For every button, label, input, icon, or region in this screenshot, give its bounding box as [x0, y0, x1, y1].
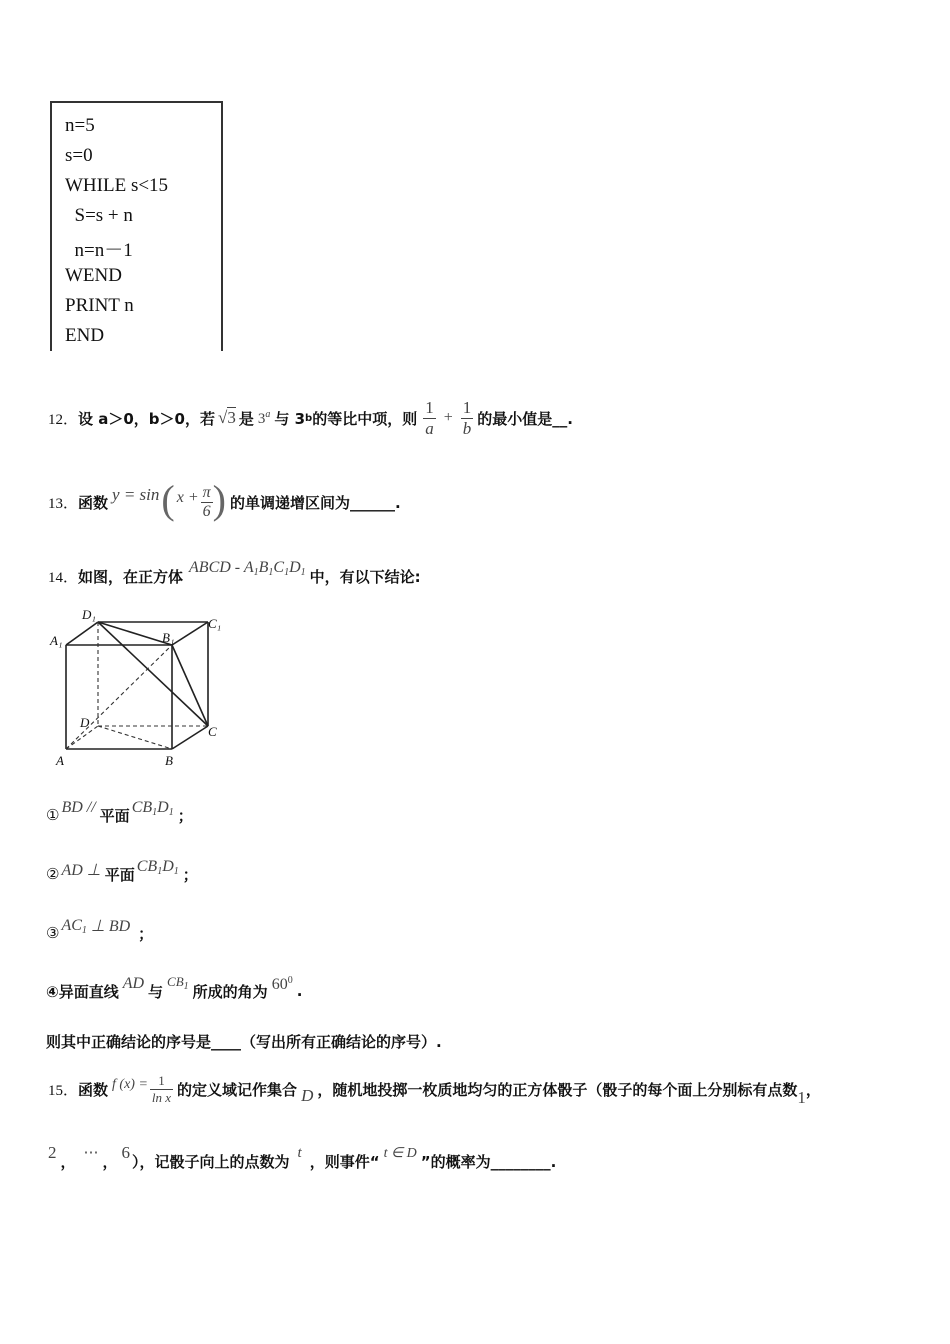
- sqrt-expression: √3: [217, 408, 236, 427]
- s4-math-a: AD: [122, 975, 145, 992]
- question-15: [48, 1064, 821, 1114]
- comma: ，: [102, 1152, 118, 1171]
- q15-text-4: ），记骰子向上的点数为: [132, 1152, 290, 1171]
- statement-4: [46, 973, 302, 1009]
- code-box: [50, 101, 223, 351]
- code-line: END: [65, 325, 105, 346]
- f-of-x: f (x) =: [112, 1077, 148, 1092]
- question-12: [48, 388, 573, 448]
- power-expression: 3$^a$: [257, 408, 271, 427]
- code-line: PRINT n: [65, 295, 134, 316]
- statement-marker: ①: [46, 806, 60, 824]
- s2-math-b: $CB_1D_1$: [136, 857, 179, 877]
- t-in-D: t ∈ D: [383, 1145, 417, 1161]
- q13-text-1: 函数: [78, 493, 109, 512]
- sin-function: y = sin: [112, 485, 160, 504]
- q12-exp-b: b: [305, 412, 313, 424]
- question-number: 13．: [48, 495, 79, 512]
- question-number: 12．: [48, 411, 79, 428]
- code-line: S=s + n: [65, 205, 133, 226]
- s4-text-with: 与: [148, 982, 164, 1001]
- statement-marker: ③: [46, 924, 60, 942]
- s3-end: ；: [138, 924, 154, 943]
- q15-text-3: ，随机地投掷一枚质地均匀的正方体骰子（骰子的每个面上分别标有点数: [317, 1080, 798, 1099]
- label-B: B: [165, 753, 173, 768]
- s4-math-b: $CB_1$: [167, 974, 189, 992]
- code-line: n=n－1: [65, 240, 133, 261]
- fraction-1-over-lnx: $\frac{1}{\text{ln x}}$: [151, 1072, 172, 1105]
- question-14: [48, 558, 421, 594]
- comma: ，: [60, 1152, 76, 1171]
- q15-text-2: 的定义域记作集合: [177, 1080, 298, 1099]
- statement-marker: ②: [46, 865, 60, 883]
- label-D: D: [80, 715, 90, 730]
- s1-math-a: BD //: [61, 799, 96, 816]
- s2-math-a: AD ⊥: [61, 862, 101, 879]
- q12-text-4: 的等比中项，则: [312, 409, 418, 428]
- number-1: 1: [797, 1088, 806, 1107]
- q12-text-3: 与 3: [274, 409, 306, 428]
- question-13: [48, 472, 401, 532]
- statement-marker: ④异面直线: [46, 982, 119, 1001]
- label-C: C: [208, 724, 217, 739]
- s2-text-plane: 平面: [104, 865, 135, 884]
- variable-t: t: [297, 1144, 302, 1161]
- s4-text-angle: 所成的角为: [192, 982, 268, 1001]
- pi-over-6: $\frac{\pi}{6}$: [202, 483, 211, 520]
- q15-text-1: 函数: [78, 1080, 109, 1099]
- s3-math-b: ⊥ BD: [90, 918, 131, 935]
- question-number: 15．: [48, 1082, 79, 1099]
- code-line: WEND: [65, 265, 122, 286]
- question-15-line-2: [48, 1136, 556, 1186]
- number-6: 6: [121, 1143, 131, 1162]
- s4-degree: $60^0$: [271, 974, 293, 993]
- s1-math-b: $CB_1D_1$: [131, 798, 174, 818]
- left-paren: (: [161, 476, 175, 522]
- set-D: D: [301, 1086, 314, 1105]
- cube-figure: [48, 605, 238, 775]
- q12-text-1: 设 a＞0，b＞0，若: [78, 409, 215, 428]
- ellipsis: ⋯: [83, 1144, 99, 1161]
- statement-1: [46, 797, 193, 833]
- label-C1: C₁: [208, 616, 222, 631]
- statement-3: [46, 915, 153, 951]
- q14-text-1: 如图，在正方体: [78, 567, 184, 586]
- fraction-1-over-a: $\frac{1}{a}$: [425, 397, 434, 438]
- code-line: s=0: [65, 145, 93, 166]
- label-D1: D₁: [82, 607, 96, 622]
- q15-text-5: ，则事件“: [309, 1152, 380, 1171]
- s2-end: ；: [182, 865, 198, 884]
- s1-end: ；: [177, 806, 193, 825]
- cube-name: ABCD - $A_1B_1C_1D_1$: [189, 558, 306, 578]
- q15-text-6: ”的概率为________.: [420, 1152, 557, 1171]
- code-line: WHILE s<15: [65, 175, 169, 196]
- right-paren: ): [212, 476, 226, 522]
- s4-end: .: [296, 982, 303, 1000]
- fraction-1-over-b: $\frac{1}{b}$: [462, 397, 472, 438]
- label-A1: A₁: [50, 633, 63, 648]
- plus-sign: +: [443, 409, 453, 426]
- q14-text-2: 中，有以下结论:: [309, 567, 421, 586]
- code-line: n=5: [65, 115, 95, 136]
- question-number: 14．: [48, 569, 79, 586]
- label-A: A: [56, 753, 64, 768]
- label-B1: B₁: [162, 630, 175, 645]
- s1-text-plane: 平面: [99, 806, 130, 825]
- number-2: 2: [48, 1143, 57, 1162]
- statement-2: [46, 856, 198, 892]
- q13-text-2: 的单调递增区间为______.: [229, 493, 401, 512]
- s3-math-a: $AC_1$: [61, 916, 87, 936]
- comma: ，: [805, 1080, 821, 1099]
- q12-text-2: 是: [238, 409, 254, 428]
- x-plus: x +: [176, 489, 199, 506]
- q12-text-5: 的最小值是__.: [477, 409, 573, 428]
- q14-conclusion: 则其中正确结论的序号是____（写出所有正确结论的序号）.: [46, 1033, 442, 1051]
